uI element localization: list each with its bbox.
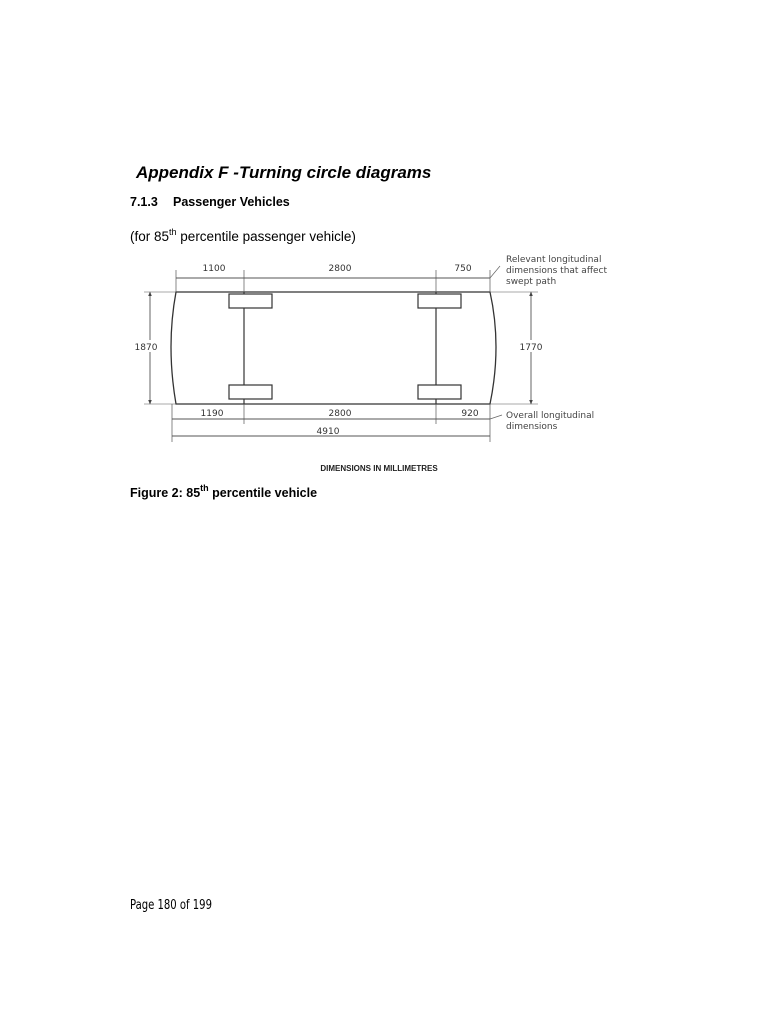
- overall-note-line-1: Overall longitudinal: [506, 411, 595, 421]
- relevant-note: [506, 255, 610, 287]
- wheel-rear-bottom: [418, 385, 461, 399]
- page-number-footer: Page 180 of 199: [130, 898, 212, 913]
- vehicle-diagram-svg: [128, 252, 648, 480]
- relevant-note-line-3: swept path: [506, 277, 557, 287]
- top-dim-wheelbase: 2800: [328, 264, 352, 274]
- relevant-note-line-1: Relevant longitudinal: [506, 255, 602, 265]
- overall-note-leader: [490, 415, 502, 419]
- bottom-dim-rear-overhang: 920: [461, 409, 479, 419]
- appendix-title: Appendix F -Turning circle diagrams: [136, 163, 432, 182]
- vehicle-dimension-diagram: [128, 252, 648, 480]
- top-dim-front-overhang: 1100: [202, 264, 226, 274]
- overall-note-line-2: dimensions: [506, 422, 558, 432]
- subtitle-text-end: percentile passenger vehicle): [176, 229, 356, 244]
- subtitle-text-start: (for 85: [130, 229, 170, 244]
- figure-subtitle: [130, 229, 356, 244]
- figure-caption: [130, 483, 318, 500]
- subtitle-superscript: th: [169, 227, 177, 237]
- overall-length-label: 4910: [316, 427, 340, 437]
- section-heading: [130, 195, 290, 209]
- wheel-front-top: [229, 294, 272, 308]
- section-number: 7.1.3: [130, 195, 158, 209]
- figure-caption-start: Figure 2: 85: [130, 486, 201, 500]
- overall-note: [506, 411, 597, 432]
- relevant-note-leader: [490, 266, 500, 278]
- bottom-dim-front-overhang: 1190: [200, 409, 224, 419]
- wheel-rear-top: [418, 294, 461, 308]
- figure-caption-superscript: th: [200, 483, 209, 493]
- wheel-front-bottom: [229, 385, 272, 399]
- relevant-note-line-2: dimensions that affect: [506, 266, 608, 276]
- right-width-label: 1770: [519, 343, 543, 353]
- top-dim-rear-overhang: 750: [454, 264, 472, 274]
- left-width-label: 1870: [134, 343, 158, 353]
- section-title: Passenger Vehicles: [173, 195, 290, 209]
- units-caption: DIMENSIONS IN MILLIMETRES: [320, 464, 438, 473]
- figure-caption-end: percentile vehicle: [208, 486, 318, 500]
- bottom-dim-wheelbase: 2800: [328, 409, 352, 419]
